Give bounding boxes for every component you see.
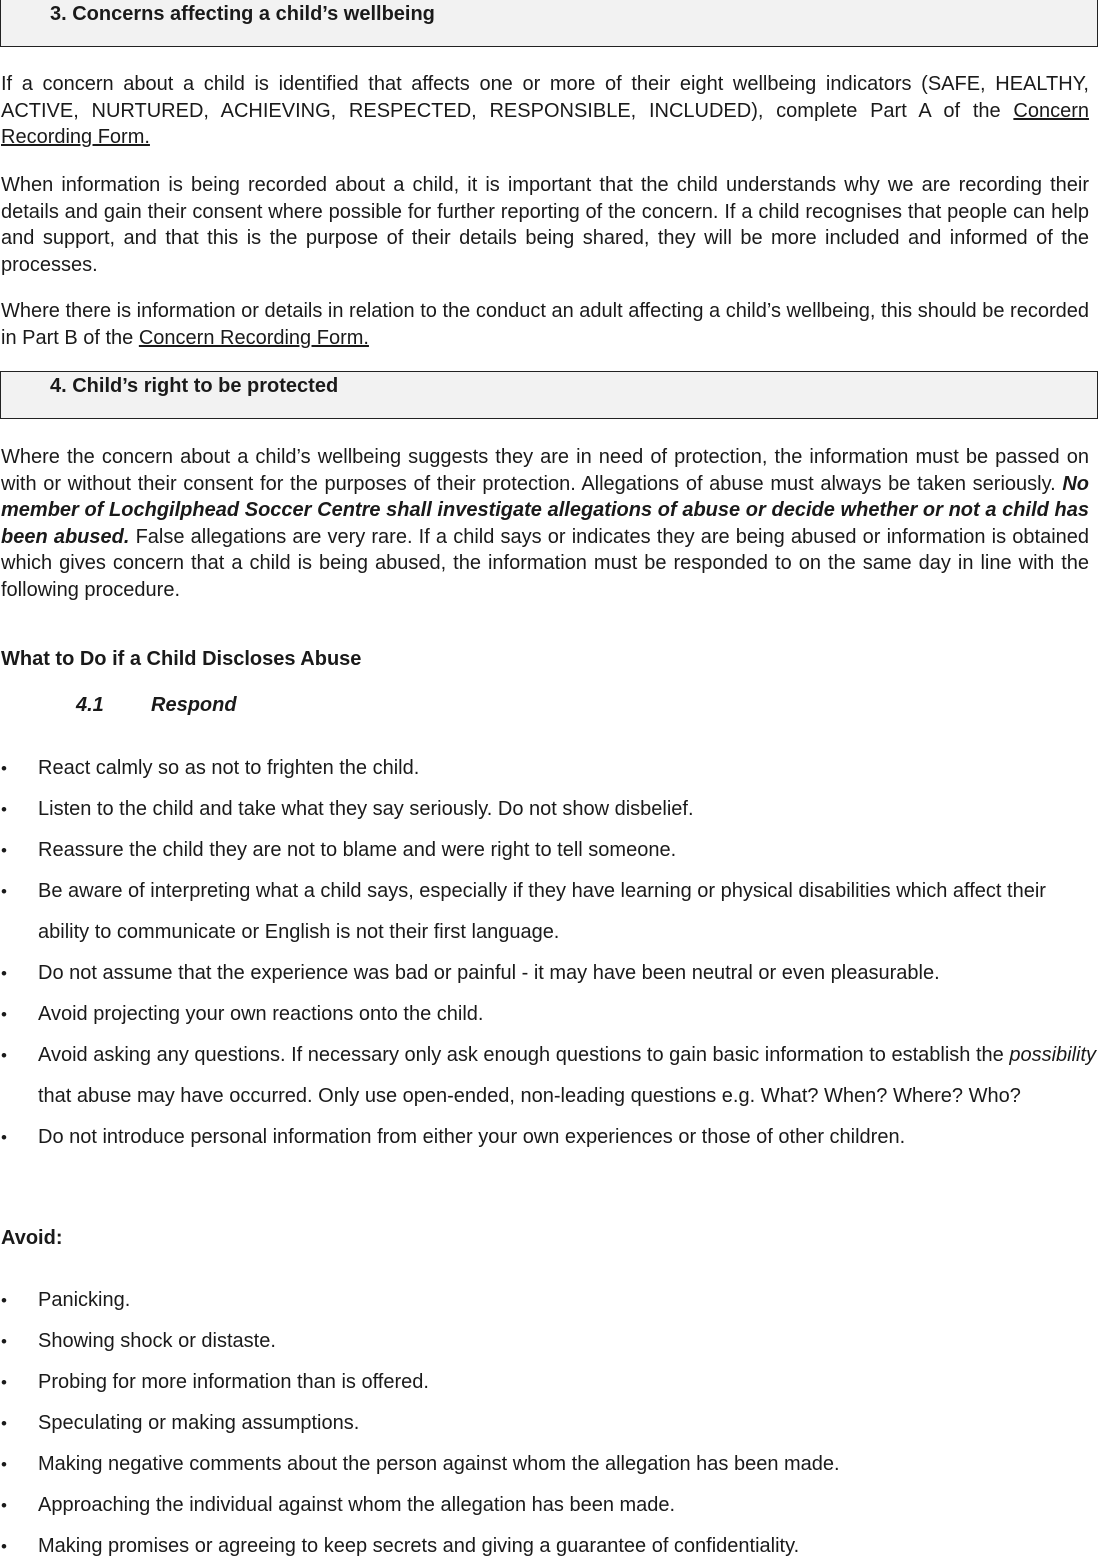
section-4-header <box>0 371 1098 419</box>
list-item: • Showing shock or distaste. <box>0 1321 1100 1362</box>
section-3-paragraph-3 <box>1 298 1089 351</box>
subsection-title: Respond <box>151 694 237 716</box>
section-4-title: 4. Child’s right to be protected <box>50 375 339 397</box>
bullet-icon: • <box>1 1332 7 1351</box>
section-4-paragraph-1-text: Where the concern about a child’s wellbeing suggests they are in need of protection, the information must be passed on with or without their consent for the purposes of their protection. Allegations of abuse must always be taken seriously. <box>1 446 1089 495</box>
bullet-icon: • <box>1 841 7 860</box>
list-item: • Be aware of interpreting what a child says, especially if they have learning or physical disabilities which affect their ability to communicate or English is not their first language. <box>0 871 1100 953</box>
bullet-icon: • <box>1 882 7 901</box>
bullet-icon: • <box>1 759 7 778</box>
bullet-icon: • <box>1 1537 7 1556</box>
list-item: • Speculating or making assumptions. <box>0 1403 1100 1444</box>
list-item: • Do not introduce personal information from either your own experiences or those of other children. <box>0 1117 1100 1158</box>
list-item: • React calmly so as not to frighten the child. <box>0 748 1100 789</box>
concern-recording-form-link-part-b[interactable]: Concern Recording Form. <box>138 326 369 349</box>
bullet-icon: • <box>1 1046 7 1065</box>
bullet-icon: • <box>1 1291 7 1310</box>
list-item: • Avoid asking any questions. If necessary only ask enough questions to gain basic information to establish the possibility that abuse may have occurred. Only use open-ended, non-leading questions e.g. What? When? Where? Who? <box>0 1035 1100 1117</box>
concern-recording-form-link-part-a[interactable]: Concern Recording Form. <box>1 99 1089 148</box>
bullet-icon: • <box>1 1496 7 1515</box>
bullet-icon: • <box>1 1414 7 1433</box>
list-item: • Do not assume that the experience was bad or painful - it may have been neutral or even pleasurable. <box>0 953 1100 994</box>
section-4-paragraph-1 <box>1 444 1089 603</box>
bullet-icon: • <box>1 800 7 819</box>
bullet-icon: • <box>1 1373 7 1392</box>
section-3-title: 3. Concerns affecting a child’s wellbeing <box>50 3 435 25</box>
list-item: • Panicking. <box>0 1280 1100 1321</box>
bullet-icon: • <box>1 1128 7 1147</box>
section-3-paragraph-1 <box>1 71 1089 151</box>
section-3-header <box>0 0 1098 47</box>
list-item: • Avoid projecting your own reactions onto the child. <box>0 994 1100 1035</box>
what-to-do-heading: What to Do if a Child Discloses Abuse <box>1 648 362 670</box>
list-item: • Probing for more information than is offered. <box>0 1362 1100 1403</box>
section-3-paragraph-2: When information is being recorded about a child, it is important that the child understands why we are recording their details and gain their consent where possible for further reporting of the concern. If a child recognises that people can help and support, and that this is the purpose of their details being shared, they will be more included and informed of the processes. <box>1 174 1089 276</box>
subsection-number: 4.1 <box>76 694 104 716</box>
avoid-list <box>0 1280 1100 1567</box>
list-item: • Making negative comments about the person against whom the allegation has been made. <box>0 1444 1100 1485</box>
bullet-icon: • <box>1 1005 7 1024</box>
bullet-icon: • <box>1 1455 7 1474</box>
avoid-heading: Avoid: <box>1 1227 63 1249</box>
section-3-paragraph-1-text: If a concern about a child is identified that affects one or more of their eight wellbeing indicators (SAFE, HEALTHY, ACTIVE, NURTURED, ACHIEVING, RESPECTED, RESPONSIBLE, INCLUDED), complete Part A of the <box>1 73 1089 122</box>
list-item: • Making promises or agreeing to keep secrets and giving a guarantee of confidentiality. <box>0 1526 1100 1567</box>
list-item: • Listen to the child and take what they say seriously. Do not show disbelief. <box>0 789 1100 830</box>
section-3-paragraph-3-text: Where there is information or details in relation to the conduct an adult affecting a child’s wellbeing, this should be recorded in Part B of the <box>1 300 1089 349</box>
possibility-emphasis: possibility <box>1009 1044 1097 1066</box>
bullet-icon: • <box>1 964 7 983</box>
list-item: • Approaching the individual against whom the allegation has been made. <box>0 1485 1100 1526</box>
section-4-paragraph-1-text-end: False allegations are very rare. If a child says or indicates they are being abused or information is obtained which gives concern that a child is being abused, the information must be responded to on the same day in line with the following procedure. <box>1 525 1090 601</box>
subsection-4-1-heading <box>76 694 237 717</box>
respond-list <box>0 748 1100 1158</box>
list-item: • Reassure the child they are not to blame and were right to tell someone. <box>0 830 1100 871</box>
investigation-warning: No member of Lochgilphead Soccer Centre shall investigate allegations of abuse or decide whether or not a child has been abused. <box>1 472 1089 548</box>
